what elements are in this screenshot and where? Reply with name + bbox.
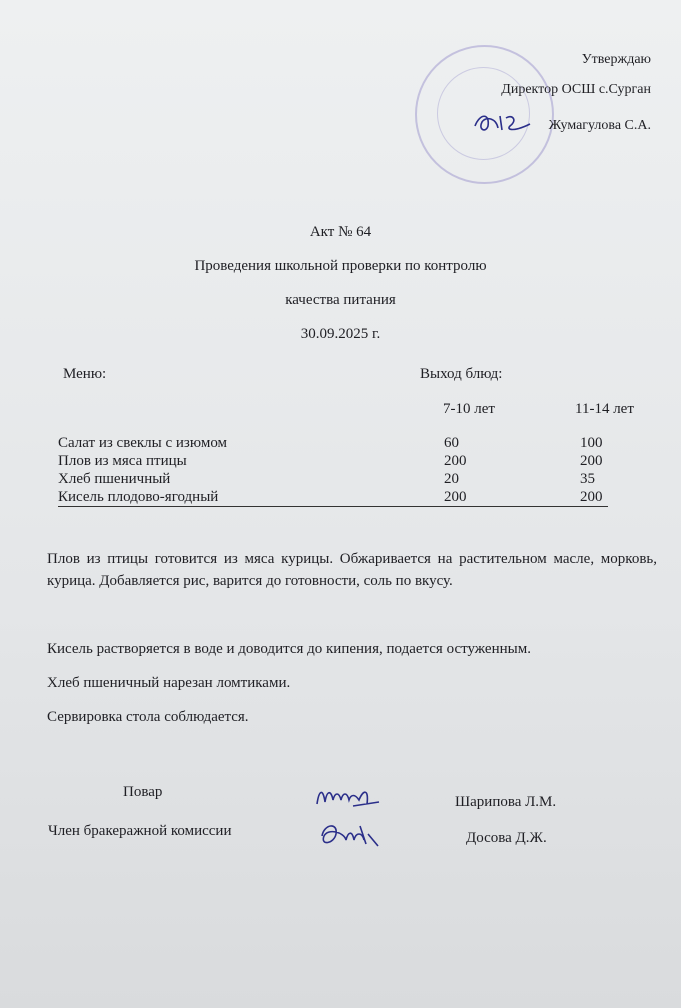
commission-member-name: Досова Д.Ж. (466, 830, 547, 846)
dish-name: Хлеб пшеничный (58, 471, 171, 487)
dish-name: Плов из мяса птицы (58, 453, 187, 469)
commission-signature-icon (316, 818, 382, 852)
role-cook: Повар (123, 784, 163, 800)
table-row (58, 488, 608, 507)
cook-signature-icon (313, 780, 383, 812)
dish-output-11-14: 200 (580, 453, 603, 469)
age-group-2: 11-14 лет (575, 401, 634, 417)
dish-output-7-10: 60 (444, 435, 459, 451)
age-group-1: 7-10 лет (443, 401, 495, 417)
director-signature-icon (470, 108, 540, 138)
dish-output-7-10: 200 (444, 453, 467, 469)
dish-name: Салат из свеклы с изюмом (58, 435, 228, 451)
paragraph-serving: Сервировка стола соблюдается. (47, 709, 249, 725)
role-commission-member: Член бракеражной комиссии (48, 823, 232, 839)
paragraph-kissel: Кисель растворяется в воде и доводится до кипения, подается остуженным. (47, 641, 531, 657)
paragraph-pilaf: Плов из птицы готовится из мяса курицы. Обжаривается на растительном масле, морковь, курица. Добавляется рис, варится до готовности, соль по вкусу. (47, 551, 657, 589)
table-row (58, 452, 608, 470)
dish-output-11-14: 35 (580, 471, 595, 487)
act-date: 30.09.2025 г. (300, 326, 381, 342)
dish-output-11-14: 100 (580, 435, 603, 451)
output-label: Выход блюд: (420, 366, 503, 382)
menu-table (58, 434, 608, 507)
dish-output-7-10: 200 (444, 489, 467, 505)
director-name: Жумагулова С.А. (548, 118, 651, 133)
approval-label: Утверждаю (581, 52, 651, 67)
menu-label: Меню: (63, 366, 107, 382)
dish-name: Кисель плодово-ягодный (58, 489, 219, 505)
dish-output-11-14: 200 (580, 489, 603, 505)
act-number: Акт № 64 (309, 224, 372, 240)
table-row (58, 434, 608, 452)
cook-name: Шарипова Л.М. (455, 794, 557, 810)
act-subtitle-1: Проведения школьной проверки по контролю (194, 258, 487, 274)
table-row (58, 470, 608, 488)
act-subtitle-2: качества питания (285, 292, 396, 308)
dish-output-7-10: 20 (444, 471, 459, 487)
approval-position: Директор ОСШ с.Сурган (501, 82, 651, 97)
paragraph-bread: Хлеб пшеничный нарезан ломтиками. (47, 675, 291, 691)
